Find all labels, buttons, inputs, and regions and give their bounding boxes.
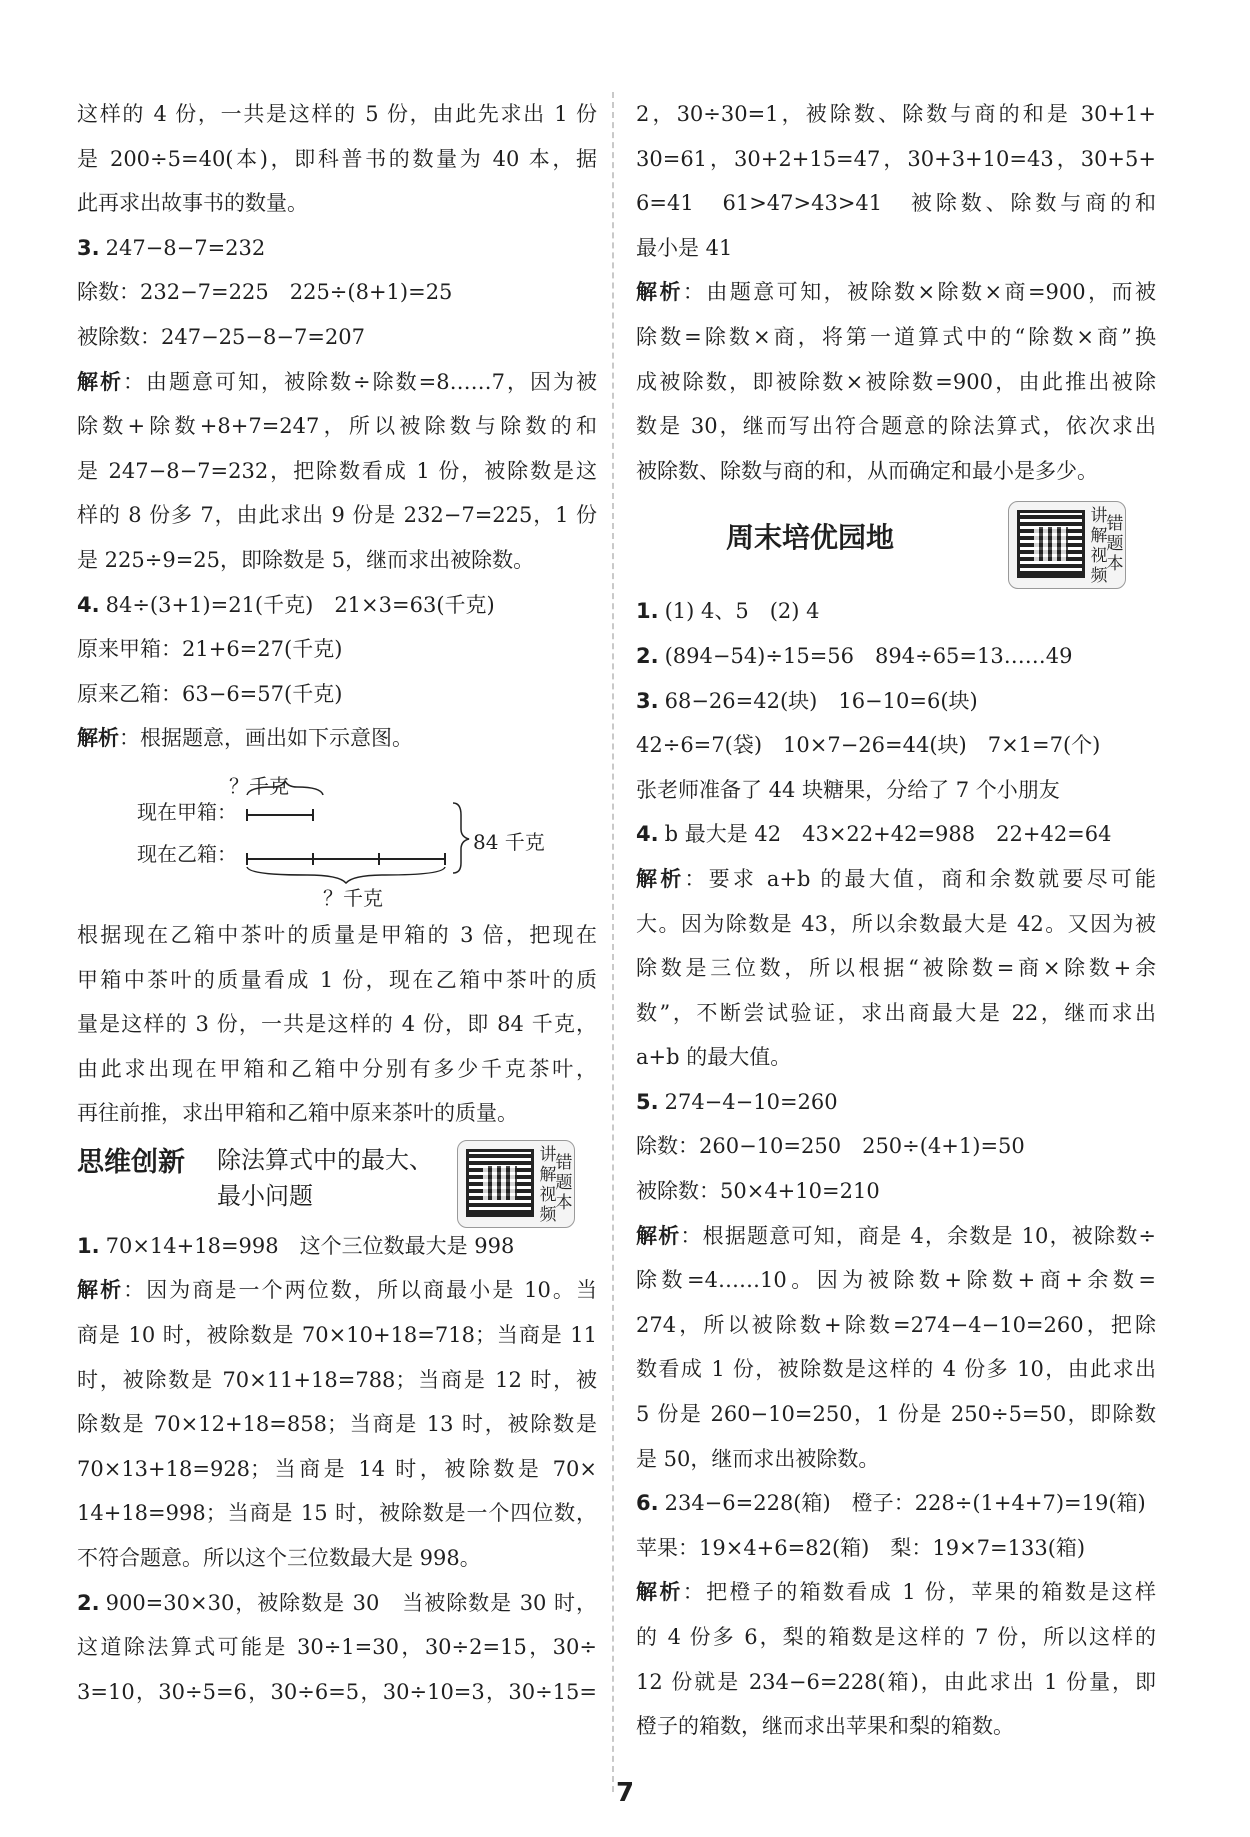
analysis-text: ：根据题意，画出如下示意图。 — [119, 726, 413, 751]
analysis-text: ：因为商是一个两位数，所以商最小是 10。当 — [123, 1278, 598, 1303]
analysis-label: 解析 — [636, 1580, 683, 1605]
answer-3-line1 — [77, 226, 597, 271]
answer-line: 30=61，30+2+15=47，30+3+10=43，30+5+ — [636, 146, 1156, 171]
badge-label: 讲 解 视 频 — [1090, 506, 1108, 587]
right-column — [636, 92, 1156, 1749]
analysis-line: 是 225÷9=25，即除数是 5，继而求出被除数。 — [77, 547, 535, 572]
analysis-text: ：根据题意可知，商是 4，余数是 10，被除数÷ — [680, 1223, 1157, 1248]
analysis-text: ：由题意可知，被除数÷除数=8……7，因为被 — [123, 369, 597, 394]
analysis-label: 解析 — [636, 1223, 681, 1248]
analysis-line: 是 50，继而求出被除数。 — [636, 1446, 880, 1471]
analysis-line: 14+18=998；当商是 15 时，被除数是一个四位数， — [77, 1501, 597, 1526]
answer-3-line3: 被除数：247−25−8−7=207 — [77, 324, 365, 349]
answer-line: 3=10，30÷5=6，30÷6=5，30÷10=3，30÷15= — [77, 1679, 597, 1704]
answer-w5-line2: 除数：260−10=250 250÷(4+1)=50 — [636, 1134, 1025, 1159]
answer-s1-line1 — [77, 1224, 597, 1269]
analysis-line: 是 247−8−7=232，把除数看成 1 份，被除数是这 — [77, 458, 597, 483]
answer-text: b 最大是 42 43×22+42=988 22+42=64 — [664, 822, 1112, 847]
qr-code-icon[interactable] — [1017, 510, 1085, 578]
section-title: 周末培优园地 — [726, 521, 895, 555]
answer-text: 84÷(3+1)=21(千克) 21×3=63(千克) — [105, 592, 495, 617]
answer-w3-line2: 42÷6=7(袋) 10×7−26=44(块) 7×1=7(个) — [636, 733, 1101, 758]
diagram-total: 84 千克 — [473, 829, 545, 854]
answer-text: (894−54)÷15=56 894÷65=13……49 — [664, 643, 1073, 668]
analysis-line — [636, 857, 1156, 902]
analysis-line — [77, 716, 597, 761]
diagram-top-question: ？千克 — [229, 773, 289, 798]
analysis-line: 成被除数，即被除数×被除数=900，由此推出被除 — [636, 369, 1156, 394]
question-number: 4. — [77, 592, 100, 617]
analysis-line: 量是这样的 3 份，一共是这样的 4 份，即 84 千克， — [77, 1012, 597, 1037]
analysis-line: 5 份是 260−10=250，1 份是 250÷5=50，即除数 — [636, 1402, 1156, 1427]
diagram-row-jia: 现在甲箱： — [137, 799, 237, 824]
question-number: 1. — [636, 599, 659, 624]
analysis-text: ：要求 a+b 的最大值，商和余数就要尽可能 — [684, 866, 1156, 891]
answer-w5-line1 — [636, 1080, 1156, 1125]
answer-3-line2: 除数：232−7=225 225÷(8+1)=25 — [77, 280, 453, 305]
analysis-line: 数”，不断尝试验证，求出商最大是 22，继而求出 — [636, 1000, 1156, 1025]
analysis-text: ：把橙子的箱数看成 1 份，苹果的箱数是这样 — [682, 1580, 1157, 1605]
qr-code-icon[interactable] — [466, 1149, 534, 1217]
analysis-label: 解析 — [77, 726, 119, 751]
answer-4-line3: 原来乙箱：63−6=57(千克) — [77, 681, 343, 706]
answer-text: 274−4−10=260 — [664, 1089, 838, 1114]
answer-line: 6=41 61>47>43>41 被除数、除数与商的和 — [636, 191, 1156, 216]
analysis-line: 数看成 1 份，被除数是这样的 4 份多 10，由此求出 — [636, 1357, 1156, 1382]
analysis-line: 商是 10 时，被除数是 70×10+18=718；当商是 11 — [77, 1323, 597, 1348]
text-line: 此再求出故事书的数量。 — [77, 191, 308, 216]
diagram-segments — [77, 767, 497, 907]
text-line: 是 200÷5=40(本)，即科普书的数量为 40 本，据 — [77, 146, 597, 171]
answer-w5-line3: 被除数：50×4+10=210 — [636, 1179, 880, 1204]
answer-text: (1) 4、5 (2) 4 — [664, 599, 820, 624]
badge-label: 讲 解 视 频 — [539, 1144, 557, 1225]
answer-w6-line2: 苹果：19×4+6=82(箱) 梨：19×7=133(箱) — [636, 1535, 1086, 1560]
analysis-line: 由此求出现在甲箱和乙箱中分别有多少千克茶叶， — [77, 1056, 597, 1081]
left-column — [77, 92, 597, 1714]
badge-label: 错 题 本 — [555, 1152, 573, 1213]
analysis-line — [77, 360, 597, 405]
section-header-thinking — [77, 1136, 597, 1224]
answer-text: 247−8−7=232 — [105, 235, 266, 260]
analysis-line — [636, 1570, 1156, 1615]
analysis-line: 除数是三位数，所以根据“被除数=商×除数+余 — [636, 956, 1156, 981]
analysis-line — [77, 1268, 597, 1313]
analysis-line: 的 4 份多 6，梨的箱数是这样的 7 份，所以这样的 — [636, 1625, 1156, 1649]
analysis-line: 再往前推，求出甲箱和乙箱中原来茶叶的质量。 — [77, 1101, 518, 1126]
question-number: 3. — [636, 688, 659, 713]
video-badge[interactable] — [1008, 501, 1126, 589]
answer-w1 — [636, 589, 1156, 634]
analysis-line: 数是 30，继而写出符合题意的除法算式，依次求出 — [636, 414, 1156, 439]
question-number: 4. — [636, 822, 659, 847]
section-subtitle-1: 除法算式中的最大、 — [217, 1145, 433, 1174]
analysis-label: 解析 — [636, 280, 683, 305]
answer-w4-line1 — [636, 812, 1156, 857]
analysis-line: 根据现在乙箱中茶叶的质量是甲箱的 3 倍，把现在 — [77, 922, 597, 947]
diagram-row-yi: 现在乙箱： — [137, 841, 237, 866]
answer-text: 900=30×30，被除数是 30 当被除数是 30 时， — [105, 1590, 597, 1615]
question-number: 2. — [77, 1590, 100, 1615]
answer-4-line1 — [77, 583, 597, 628]
answer-text: 234−6=228(箱) 橙子：228÷(1+4+7)=19(箱) — [664, 1491, 1146, 1516]
analysis-line: 70×13+18=928；当商是 14 时，被除数是 70× — [77, 1456, 597, 1481]
column-divider — [612, 92, 614, 1792]
section-title: 思维创新 — [77, 1146, 185, 1178]
diagram-bottom-question: ？千克 — [323, 885, 383, 910]
answer-w2 — [636, 634, 1156, 679]
analysis-label: 解析 — [636, 866, 685, 891]
total-brace — [453, 803, 469, 873]
badge-label: 错 题 本 — [1106, 514, 1124, 575]
answer-line: 2，30÷30=1，被除数、除数与商的和是 30+1+ — [636, 102, 1156, 126]
section-subtitle-2: 最小问题 — [217, 1181, 313, 1210]
analysis-line: 除数是 70×12+18=858；当商是 13 时，被除数是 — [77, 1412, 597, 1437]
analysis-text: ：由题意可知，被除数×除数×商=900，而被 — [682, 280, 1157, 305]
answer-text: 68−26=42(块) 16−10=6(块) — [664, 688, 978, 713]
analysis-line: 除数+除数+8+7=247，所以被除数与除数的和 — [77, 414, 597, 439]
analysis-line — [636, 1214, 1156, 1259]
question-number: 3. — [77, 235, 100, 260]
answer-w3-line1 — [636, 679, 1156, 724]
page-number: 7 — [615, 1778, 635, 1808]
analysis-line: 274，所以被除数+除数=274−4−10=260，把除 — [636, 1312, 1156, 1337]
answer-text: 70×14+18=998 这个三位数最大是 998 — [105, 1233, 515, 1258]
jia-brace — [247, 781, 323, 795]
question-number: 6. — [636, 1491, 659, 1516]
video-badge[interactable] — [457, 1140, 575, 1228]
analysis-line: 除数=除数×商，将第一道算式中的“除数×商”换 — [636, 324, 1156, 349]
answer-line: 这道除法算式可能是 30÷1=30，30÷2=15，30÷ — [77, 1635, 597, 1660]
analysis-line: 大。因为除数是 43，所以余数最大是 42。又因为被 — [636, 911, 1156, 936]
analysis-line: 不符合题意。所以这个三位数最大是 998。 — [77, 1546, 481, 1571]
answer-s2-line1 — [77, 1581, 597, 1626]
line-segment-diagram — [77, 767, 597, 910]
section-header-weekend — [636, 493, 1156, 589]
answer-w3-line3: 张老师准备了 44 块糖果，分给了 7 个小朋友 — [636, 777, 1060, 802]
question-number: 5. — [636, 1089, 659, 1114]
analysis-line: 被除数、除数与商的和，从而确定和最小是多少。 — [636, 458, 1098, 483]
analysis-line: 时，被除数是 70×11+18=788；当商是 12 时，被 — [77, 1367, 597, 1392]
text-line: 这样的 4 份，一共是这样的 5 份，由此先求出 1 份 — [77, 102, 597, 126]
question-number: 2. — [636, 643, 659, 668]
analysis-line: a+b 的最大值。 — [636, 1045, 792, 1070]
analysis-line: 12 份就是 234−6=228(箱)，由此求出 1 份量，即 — [636, 1669, 1156, 1694]
answer-line: 最小是 41 — [636, 235, 733, 260]
answer-4-line2: 原来甲箱：21+6=27(千克) — [77, 637, 343, 662]
analysis-line — [636, 270, 1156, 315]
analysis-line: 除数=4……10。因为被除数+除数+商+余数= — [636, 1268, 1156, 1293]
answer-w6-line1 — [636, 1481, 1156, 1526]
analysis-line: 橙子的箱数，继而求出苹果和梨的箱数。 — [636, 1714, 1014, 1739]
analysis-label: 解析 — [77, 369, 124, 394]
analysis-line: 甲箱中茶叶的质量看成 1 份，现在乙箱中茶叶的质 — [77, 967, 597, 992]
question-number: 1. — [77, 1233, 100, 1258]
analysis-line: 样的 8 份多 7，由此求出 9 份是 232−7=225，1 份 — [77, 503, 597, 528]
analysis-label: 解析 — [77, 1278, 124, 1303]
